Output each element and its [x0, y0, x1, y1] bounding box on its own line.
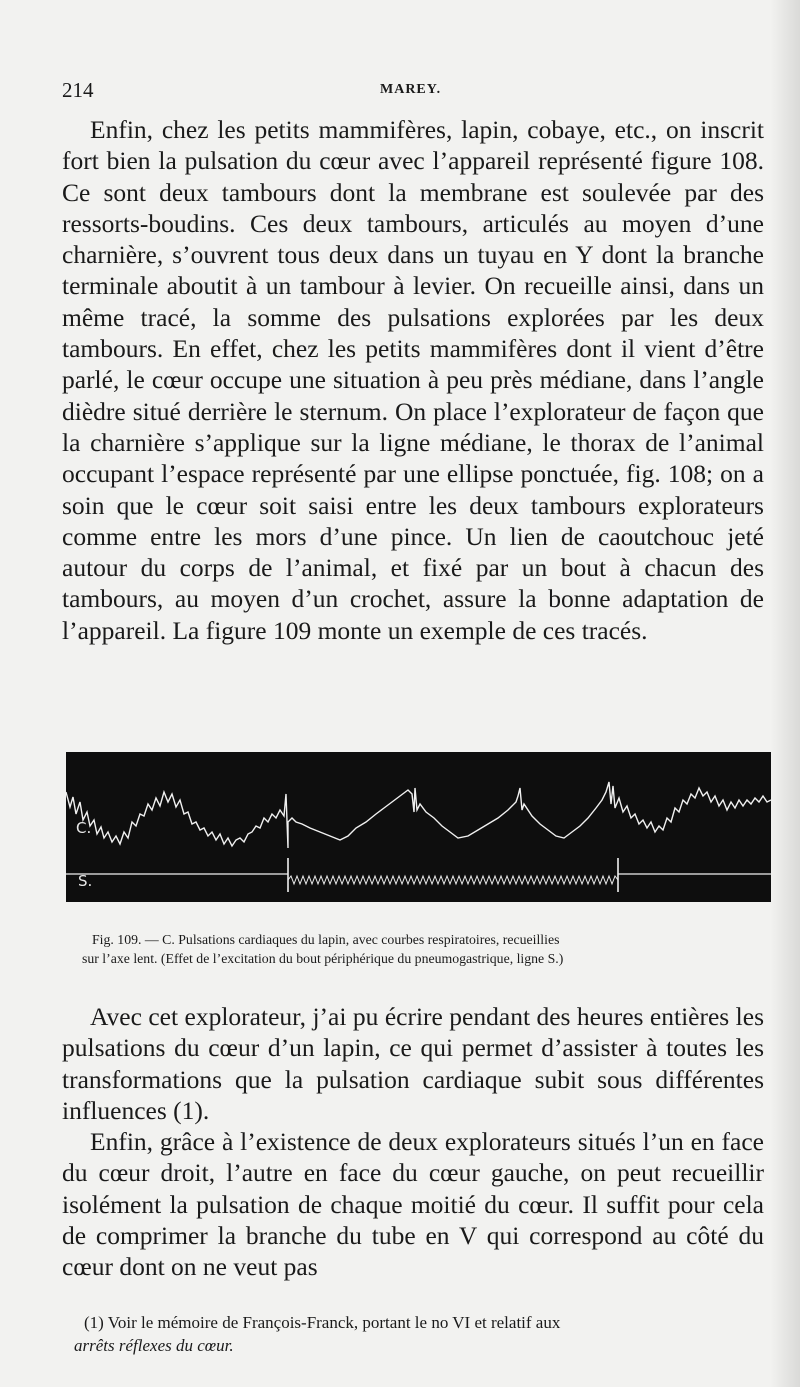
caption-line-2: sur l’axe lent. (Effet de l’excitation du bout périphérique du pneumogastrique, ligne S.): [82, 951, 564, 966]
paragraph-2: Avec cet explorateur, j’ai pu écrire pendant des heures entières les pulsations du cœur d’un lapin, ce qui permet d’assister à toutes les transformations que la pulsation cardiaque subit sous différentes influences (1).: [62, 1002, 764, 1125]
footnote-text: Voir le mémoire de François-Franck, portant le no VI et relatif aux: [107, 1313, 561, 1332]
page-edge-shadow: [770, 0, 800, 1387]
footnote-italic-text: arrêts réflexes du cœur.: [74, 1336, 234, 1355]
figure-caption: [82, 930, 764, 968]
signal-excitation-zigzag: [288, 876, 618, 884]
page-number: 214: [62, 78, 94, 102]
footnote: [74, 1311, 766, 1357]
page-header: [62, 78, 760, 106]
paragraph-1: Enfin, chez les petits mammifères, lapin, cobaye, etc., on inscrit fort bien la pulsation du cœur avec l’appareil représenté figure 108. Ce sont deux tambours dont la membrane est soulevée par des ressorts-boudins. Ces deux tambours, articulés au moyen d’une charnière, s’ouvrent tous deux dans un tuyau en Y dont la branche terminale aboutit à un tambour à levier. On recueille ainsi, dans un même tracé, la somme des pulsations explorées par les deux tambours. En effet, chez les petits mammifères dont il vient d’être parlé, le cœur occupe une situation à peu près médiane, dans l’angle dièdre situé derrière le sternum. On place l’explorateur de façon que la charnière s’applique sur la ligne médiane, le thorax de l’animal occupant l’espace représenté par une ellipse ponctuée, fig. 108; on a soin que le cœur soit saisi entre les deux tambours explorateurs comme entre les mors d’une pince. Un lien de caoutchouc jeté autour du corps de l’animal, et fixé par un bout à chacun des tambours, au moyen d’un crochet, assure la bonne adaptation de l’appareil. La figure 109 monte un exemple de ces tracés.: [62, 115, 764, 645]
trace-label-c: C.: [76, 819, 92, 837]
paragraph-3: Enfin, grâce à l’existence de deux explorateurs situés l’un en face du cœur droit, l’autre en face du cœur gauche, on peut recueillir isolément la pulsation de chaque moitié du cœur. Il suffit pour cela de comprimer la branche du tube en V qui correspond au côté du cœur dont on ne veut pas: [62, 1127, 764, 1282]
caption-line-1: Fig. 109. — C. Pulsations cardiaques du lapin, avec courbes respiratoires, recueillies: [92, 932, 560, 947]
figure-109-tracing: [66, 752, 771, 902]
cardiac-trace-c: [66, 782, 771, 848]
running-head: MAREY.: [380, 82, 442, 97]
footnote-mark: (1): [84, 1313, 104, 1332]
trace-label-s: S.: [78, 872, 93, 890]
cardiac-trace-svg: [66, 752, 771, 902]
